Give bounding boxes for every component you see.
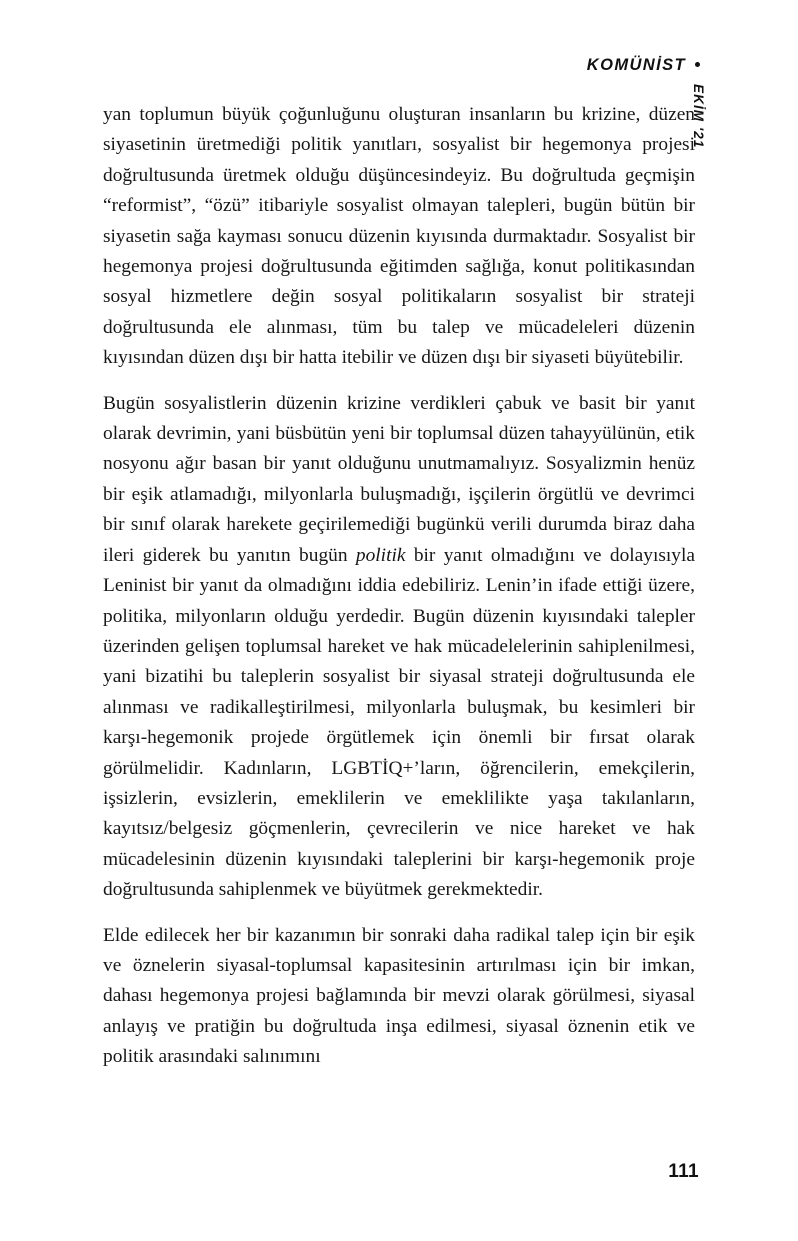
emphasised-term: politik (355, 544, 406, 566)
issue-marker: EKİM '21 (691, 84, 706, 149)
bullet-dot-icon (695, 62, 700, 67)
running-head (587, 56, 700, 75)
running-head-title: KOMÜNİST (586, 56, 686, 74)
body-text-column (103, 100, 695, 1073)
paragraph-2: Bugün sosyalistlerin düzenin krizine verdikleri çabuk ve basit bir yanıt olarak devrimin, yani büsbütün yeni bir toplumsal düzen tahayyülünün, etik nosyonu ağır basan bir yanıt olduğunu unutmamalıyız. Sosyalizmin henüz bir eşik atlamadığı, milyonlarla buluşmadığı, işçilerin örgütlü ve devrimci bir sınıf olarak harekete geçirilemediği bugünkü verili durumda biraz daha ileri giderek bu yanıtın bugün politik bir yanıt olmadığını ve dolayısıyla Leninist bir yanıt da olmadığını iddia edebiliriz. Lenin’in ifade ettiği üzere, politika, milyonların olduğu yerdedir. Bugün düzenin kıyısındaki talepler üzerinden gelişen toplumsal hareket ve hak mücadelelerinin sahiplenilmesi, yani bizatihi bu taleplerin sosyalist bir siyasal strateji doğrultusunda ele alınması ve radikalleştirilmesi, milyonlarla buluşmak, bu kesimleri bir karşı-hegemonik projede örgütlemek için önemli bir fırsat olarak görülmelidir. Kadınların, LGBTİQ+’ların, öğrencilerin, emekçilerin, işsizlerin, evsizlerin, emeklilerin ve emeklilikte yaşa takılanların, kayıtsız/belgesiz göçmenlerin, çevrecilerin ve nice hareket ve hak mücadelesinin düzenin kıyısındaki taleplerini bir karşı-hegemonik proje doğrultusunda sahiplenmek ve büyütmek gerekmektedir. (103, 392, 695, 901)
paragraph-1: yan toplumun büyük çoğunluğunu oluşturan insanların bu krizine, düzen siyasetinin üretmediği politik yanıtları, sosyalist bir hegemonya projesi doğrultusunda üretmek olduğu düşüncesindeyiz. Bu doğrultuda geçmişin “reformist”, “özü” itibariyle sosyalist olmayan talepleri, bugün bütün bir siyasetin sağa kayması sonucu düzenin kıyısında durmaktadır. Sosyalist bir hegemonya projesi doğrultusunda eğitimden sağlığa, konut politikasından sosyal hizmetlere değin sosyal politikaların sosyalist bir strateji doğrultusunda ele alınması, tüm bu talep ve mücadeleleri düzenin kıyısından düzen dışı bir hatta itebilir ve düzen dışı bir siyaseti büyütebilir. (103, 104, 695, 369)
page-number: 111 (668, 1161, 699, 1182)
paragraph-3: Elde edilecek her bir kazanımın bir sonraki daha radikal talep için bir eşik ve öznelerin siyasal-toplumsal kapasitesinin artırılması için bir imkan, dahası hegemonya projesi bağlamında bir mevzi olarak görülmesi, siyasal anlayış ve pratiğin bu doğrultuda inşa edilmesi, siyasal öznenin etik ve politik arasındaki salınımını (103, 924, 695, 1068)
